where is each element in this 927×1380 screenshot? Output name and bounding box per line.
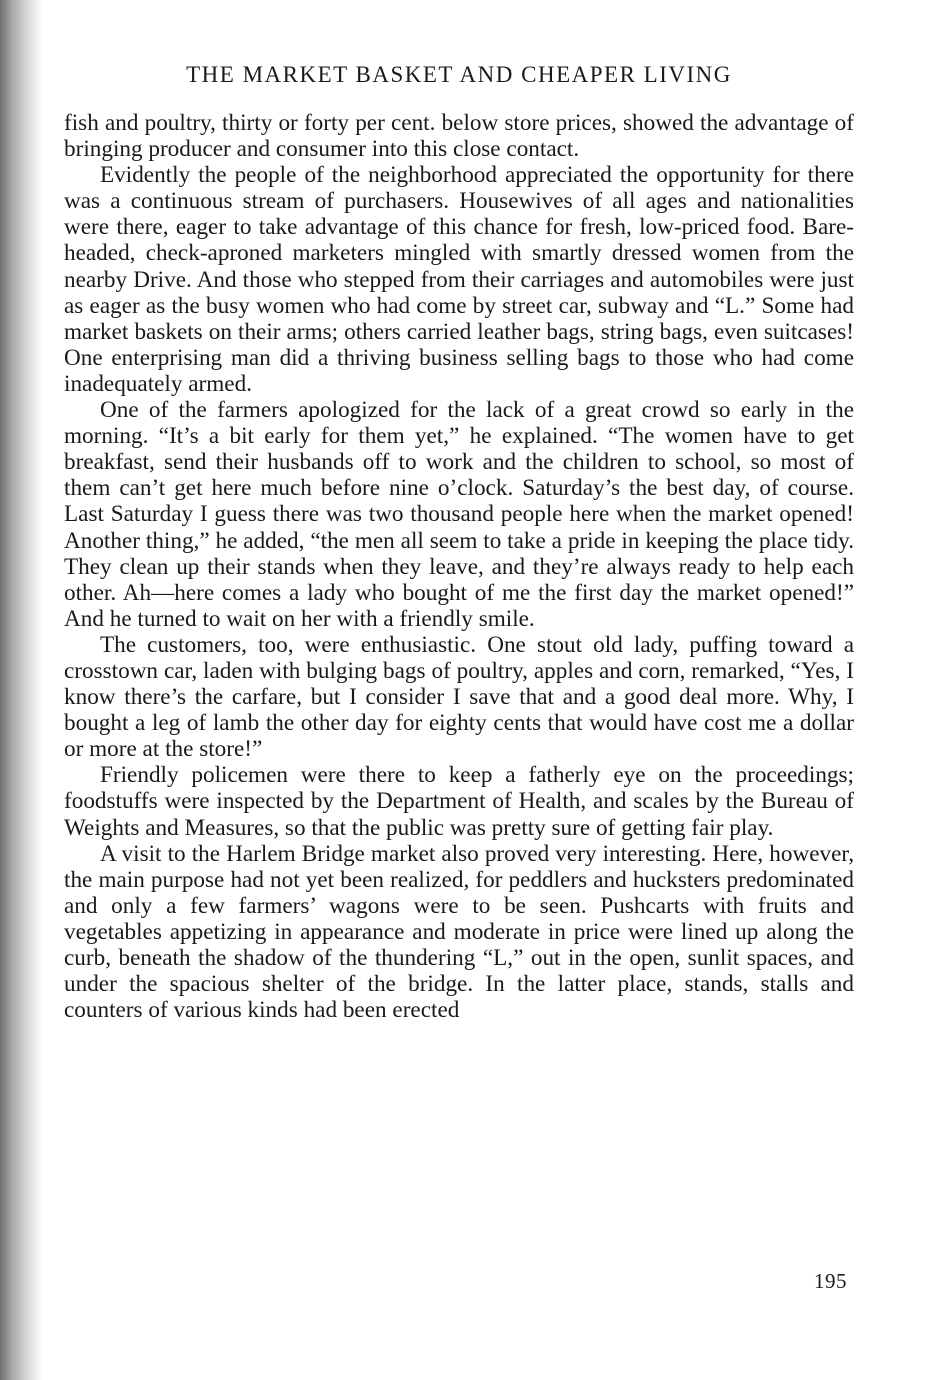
running-head: THE MARKET BASKET AND CHEAPER LIVING: [186, 62, 732, 87]
page-number: 195: [814, 1269, 847, 1293]
paragraph: fish and poultry, thirty or forty per cent. below store prices, showed the advantage of bringing producer and consumer into this close contact.: [64, 110, 854, 163]
body-text: [64, 110, 854, 1023]
book-page: [64, 60, 854, 1023]
paragraph: Friendly policemen were there to keep a fatherly eye on the proceedings; foodstuffs were inspected by the Department of Health, and scales by the Bureau of Weights and Measures, so that the public was pretty sure of getting fair play.: [64, 762, 854, 841]
paragraph: One of the farmers apologized for the lack of a great crowd so early in the morning. “It’s a bit early for them yet,” he explained. “The women have to get breakfast, send their husbands off to work and the children to school, so most of them can’t get here much before nine o’clock. Saturday’s the best day, of course. Last Saturday I guess there was two thousand people here when the market opened! Another thing,” he added, “the men all seem to take a pride in keeping the place tidy. They clean up their stands when they leave, and they’re always ready to help each other. Ah—here comes a lady who bought of me the first day the market opened!” And he turned to wait on her with a friendly smile.: [64, 397, 854, 632]
book-gutter-shadow: [0, 0, 42, 1380]
paragraph: The customers, too, were enthusiastic. One stout old lady, puffing toward a crosstown car, laden with bulging bags of poultry, apples and corn, remarked, “Yes, I know there’s the carfare, but I consider I save that and a good deal more. Why, I bought a leg of lamb the other day for eighty cents that would have cost me a dollar or more at the store!”: [64, 631, 854, 763]
paragraph: A visit to the Harlem Bridge market also proved very interesting. Here, however, the main purpose had not yet been realized, for peddlers and hucksters predominated and only a few farmers’ wagons were to be seen. Pushcarts with fruits and vegetables appetizing in appearance and moderate in price were lined up along the curb, beneath the shadow of the thundering “L,” out in the open, sunlit spaces, and under the spacious shelter of the bridge. In the latter place, stands, stalls and counters of various kinds had been erected: [64, 840, 854, 1024]
paragraph: Evidently the people of the neighborhood appreciated the opportunity for there was a continuous stream of purchasers. Housewives of all ages and nationalities were there, eager to take advantage of this chance for fresh, low-priced food. Bare-headed, check-aproned marketers mingled with smartly dressed women from the nearby Drive. And those who stepped from their carriages and automobiles were just as eager as the busy women who had come by street car, subway and “L.” Some had market baskets on their arms; others carried leather bags, string bags, even suitcases! One enterprising man did a thriving business selling bags to those who had come inadequately armed.: [64, 162, 854, 397]
